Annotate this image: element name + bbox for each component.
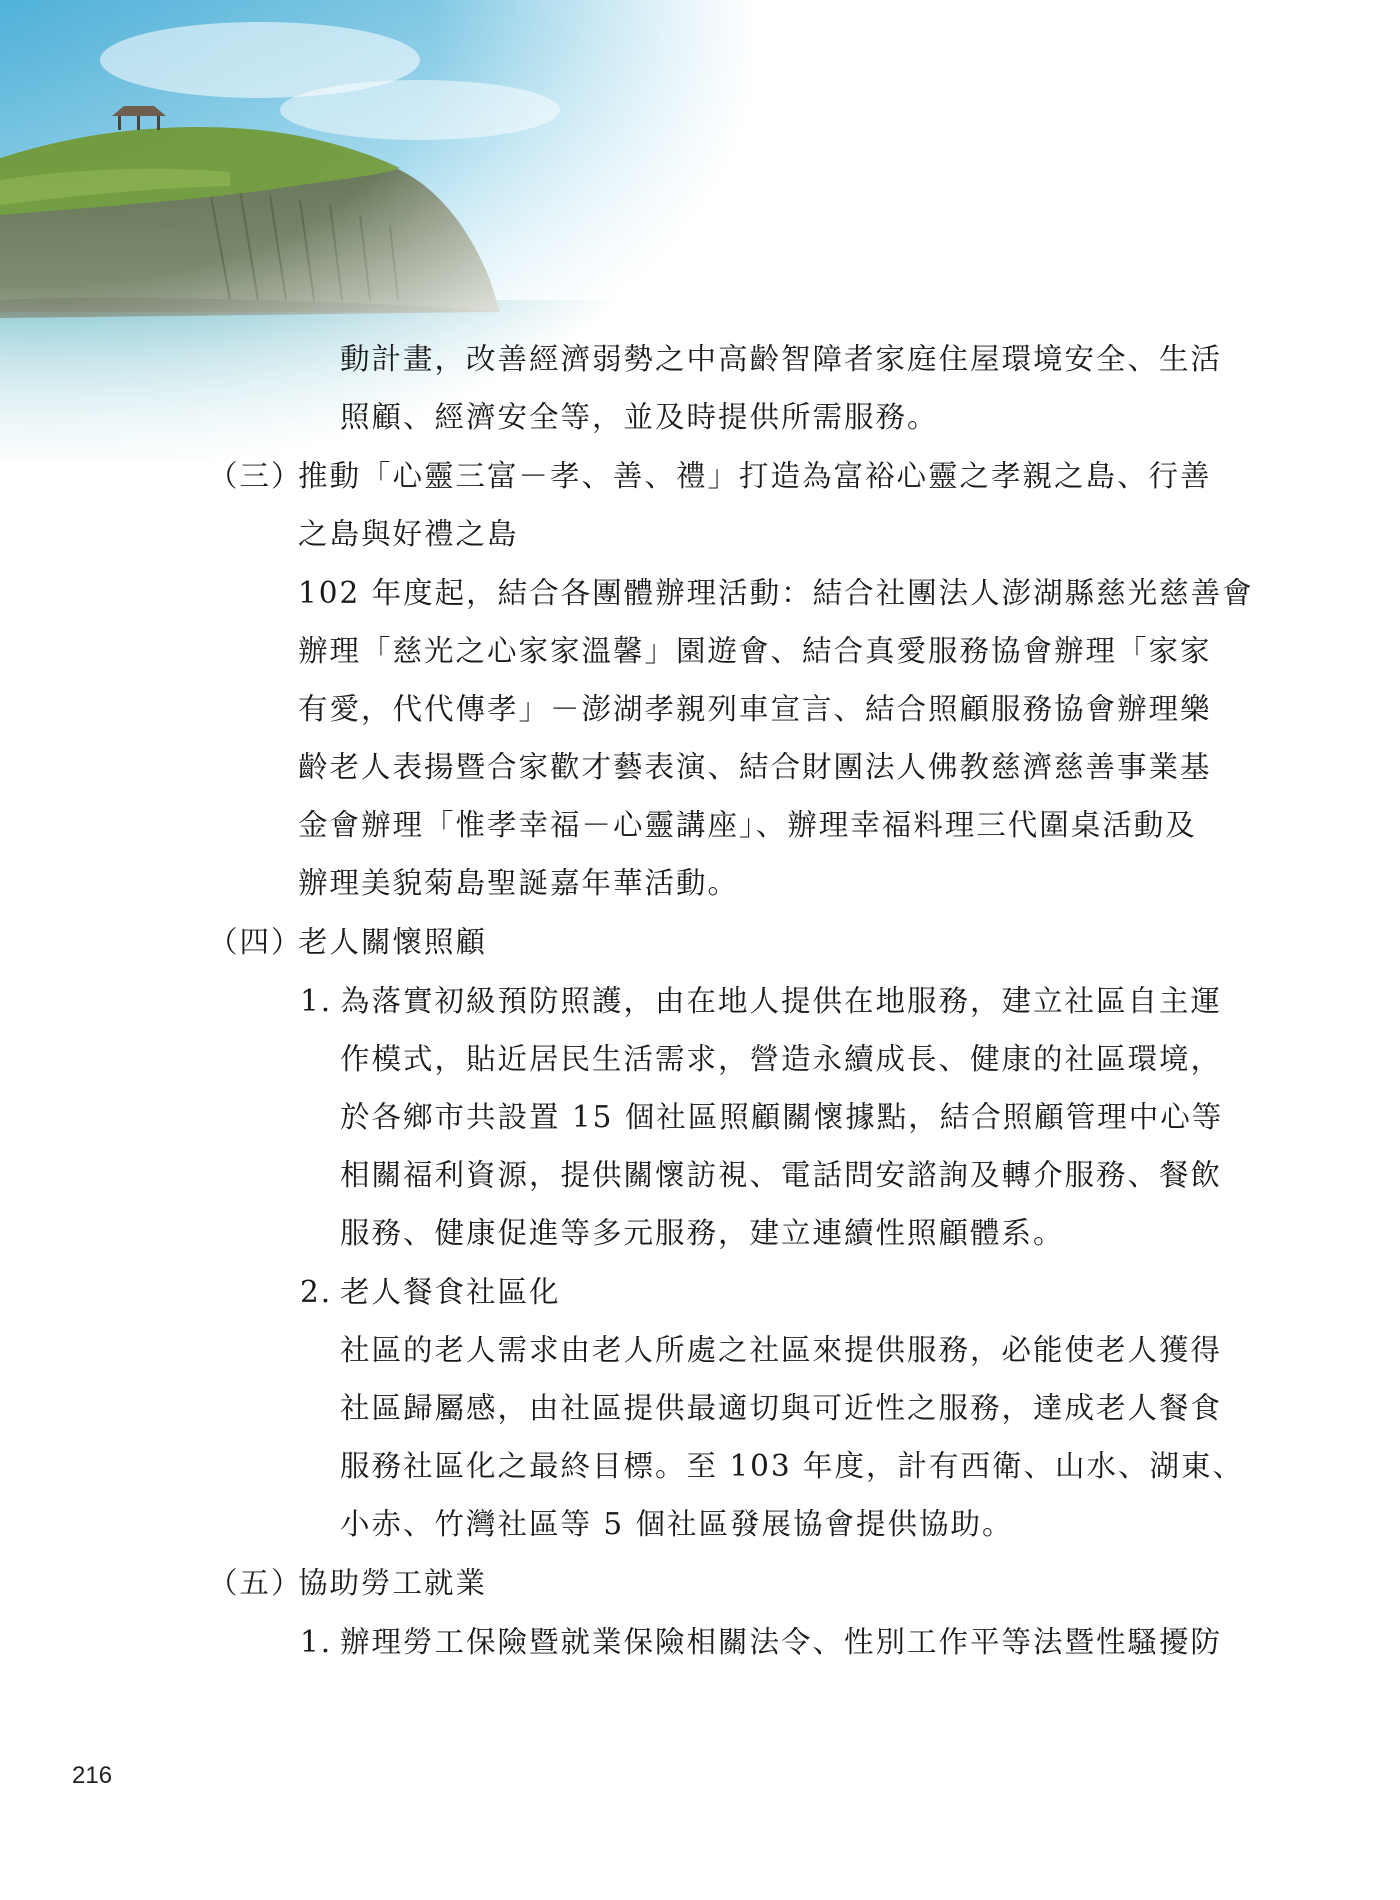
body-line: 作模式，貼近居民生活需求，營造永續成長、健康的社區環境， (340, 1042, 1223, 1076)
body-line: 金會辦理「惟孝幸福－心靈講座」、辦理幸福料理三代圍桌活動及 (298, 808, 1197, 842)
body-line: 小赤、竹灣社區等 5 個社區發展協會提供協助。 (340, 1507, 1014, 1541)
body-line: 社區歸屬感，由社區提供最適切與可近性之服務，達成老人餐食 (340, 1391, 1223, 1425)
section-heading: 老人關懷照顧 (298, 925, 488, 959)
section-heading: 協助勞工就業 (298, 1566, 488, 1600)
body-line: 動計畫，改善經濟弱勢之中高齡智障者家庭住屋環境安全、生活 (340, 342, 1223, 376)
section-heading: 推動「心靈三富－孝、善、禮」打造為富裕心靈之孝親之島、行善 (298, 459, 1212, 493)
body-line: 有愛，代代傳孝」－澎湖孝親列車宣言、結合照顧服務協會辦理樂 (298, 692, 1212, 726)
pavilion-icon (112, 106, 166, 130)
page-number: 216 (72, 1762, 113, 1789)
body-line: 辦理「慈光之心家家溫馨」園遊會、結合真愛服務協會辦理「家家 (298, 634, 1212, 668)
body-line: 102 年度起，結合各團體辦理活動：結合社團法人澎湖縣慈光慈善會 (298, 576, 1254, 610)
section-heading: 之島與好禮之島 (298, 517, 519, 551)
body-line: 辦理勞工保險暨就業保險相關法令、性別工作平等法暨性騷擾防 (340, 1625, 1223, 1659)
section-marker-3: （三） (208, 459, 303, 493)
body-line: 相關福利資源，提供關懷訪視、電話問安諮詢及轉介服務、餐飲 (340, 1158, 1223, 1192)
body-line: 服務、健康促進等多元服務，建立連續性照顧體系。 (340, 1216, 1065, 1250)
body-line: 辦理美貌菊島聖誕嘉年華活動。 (298, 866, 740, 900)
item-title: 老人餐食社區化 (340, 1275, 561, 1309)
body-line: 照顧、經濟安全等，並及時提供所需服務。 (340, 400, 939, 434)
section-marker-5: （五） (208, 1566, 303, 1600)
section-marker-4: （四） (208, 925, 303, 959)
item-marker: 2. (300, 1275, 333, 1309)
body-line: 為落實初級預防照護，由在地人提供在地服務，建立社區自主運 (340, 984, 1223, 1018)
body-line: 服務社區化之最終目標。至 103 年度，計有西衛、山水、湖東、 (340, 1449, 1245, 1483)
item-marker: 1. (300, 1625, 333, 1659)
body-line: 社區的老人需求由老人所處之社區來提供服務，必能使老人獲得 (340, 1333, 1223, 1367)
header-landscape-image (0, 0, 760, 460)
body-line: 於各鄉市共設置 15 個社區照顧關懷據點，結合照顧管理中心等 (340, 1100, 1224, 1134)
item-marker: 1. (300, 984, 333, 1018)
body-line: 齡老人表揚暨合家歡才藝表演、結合財團法人佛教慈濟慈善事業基 (298, 750, 1212, 784)
